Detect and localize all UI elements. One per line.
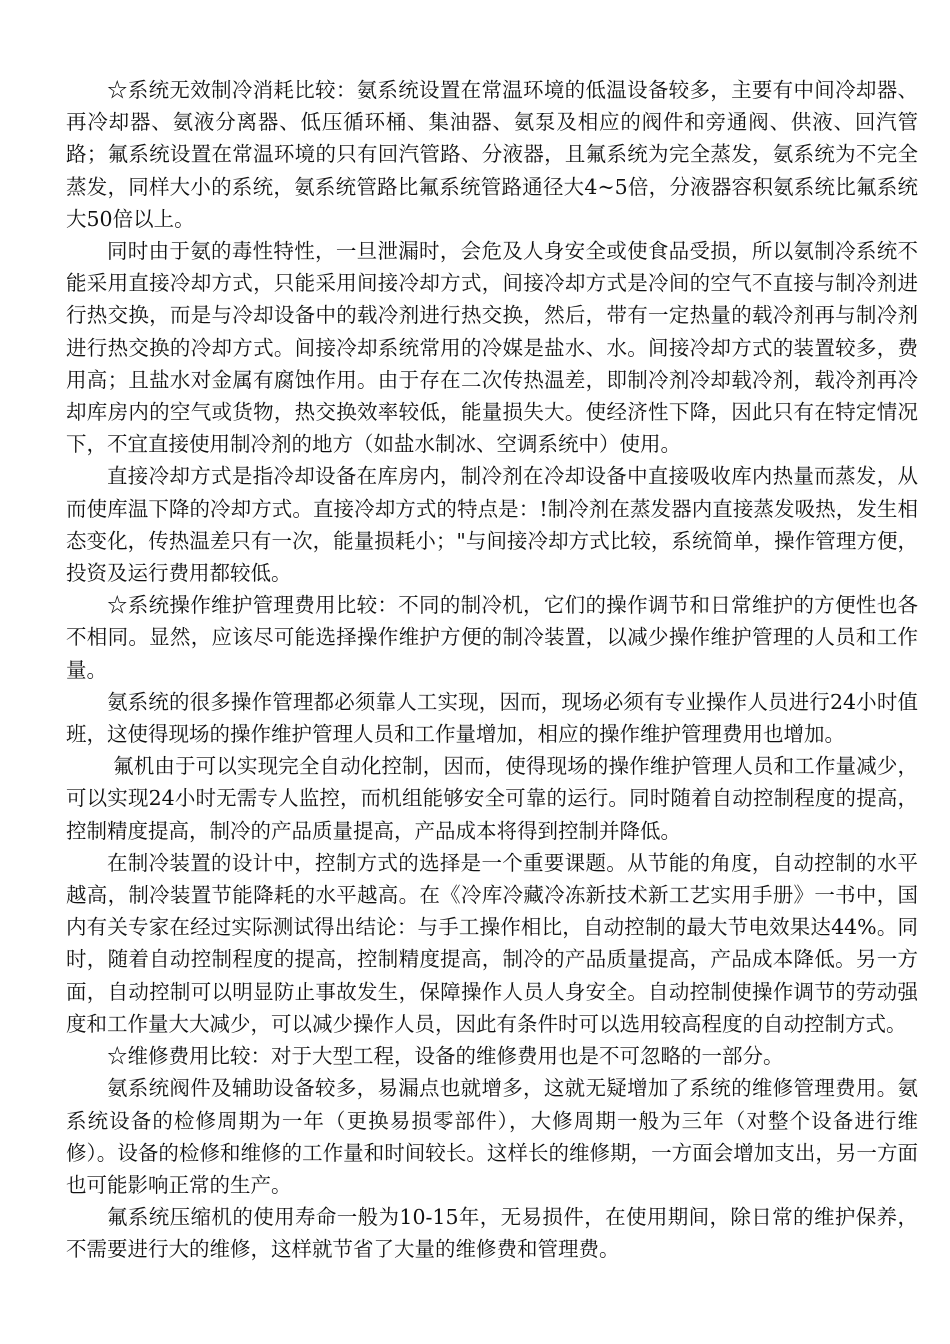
paragraph-operation-cost: ☆系统操作维护管理费用比较：不同的制冷机，它们的操作调节和日常维护的方便性也各不相同。显然，应该尽可能选择操作维护方便的制冷装置，以减少操作维护管理的人员和工作量。 xyxy=(66,593,918,682)
paragraph-freon-lifespan: 氟系统压缩机的使用寿命一般为10-15年，无易损件，在使用期间，除日常的维护保养，不需要进行大的维修，这样就节省了大量的维修费和管理费。 xyxy=(66,1205,918,1262)
paragraph-ineffective-cooling: ☆系统无效制冷消耗比较：氨系统设置在常温环境的低温设备较多，主要有中间冷却器、再冷却器、氨液分离器、低压循环桶、集油器、氨泵及相应的阀件和旁通阀、供液、回汽管路；氟系统设置在常温环境的只有回汽管路、分液器，且氟系统为完全蒸发，氨系统为不完全蒸发，同样大小的系统，氨系统管路比氟系统管路通径大4~5倍，分液器容积氨系统比氟系统大50倍以上。 xyxy=(66,78,918,231)
paragraph-control-method: 在制冷装置的设计中，控制方式的选择是一个重要课题。从节能的角度，自动控制的水平越高，制冷装置节能降耗的水平越高。在《冷库冷藏冷冻新技术新工艺实用手册》一书中，国内有关专家在经过实际测试得出结论：与手工操作相比，自动控制的最大节电效果达44%。同时，随着自动控制程度的提高，控制精度提高，制冷的产品质量提高，产品成本降低。另一方面，自动控制可以明显防止事故发生，保障操作人员人身安全。自动控制使操作调节的劳动强度和工作量大大减少，可以减少操作人员，因此有条件时可以选用较高程度的自动控制方式。 xyxy=(66,850,918,1036)
paragraph-ammonia-maintenance: 氨系统阀件及辅助设备较多，易漏点也就增多，这就无疑增加了系统的维修管理费用。氨系统设备的检修周期为一年（更换易损零部件），大修周期一般为三年（对整个设备进行维修）。设备的检修和维修的工作量和时间较长。这样长的维修期，一方面会增加支出，另一方面也可能影响正常的生产。 xyxy=(66,1076,918,1197)
paragraph-direct-cooling: 直接冷却方式是指冷却设备在库房内，制冷剂在冷却设备中直接吸收库内热量而蒸发，从而使库温下降的冷却方式。直接冷却方式的特点是：!制冷剂在蒸发器内直接蒸发吸热，发生相态变化，传热温差只有一次，能量损耗小；"与间接冷却方式比较，系统简单，操作管理方便，投资及运行费用都较低。 xyxy=(66,464,918,586)
paragraph-maintenance-cost: ☆维修费用比较：对于大型工程，设备的维修费用也是不可忽略的一部分。 xyxy=(107,1044,784,1069)
paragraph-ammonia-operation: 氨系统的很多操作管理都必须靠人工实现，因而，现场必须有专业操作人员进行24小时值班，这使得现场的操作维护管理人员和工作量增加，相应的操作维护管理费用也增加。 xyxy=(66,689,918,747)
paragraph-ammonia-toxicity: 同时由于氨的毒性特性，一旦泄漏时，会危及人身安全或使食品受损，所以氨制冷系统不能采用直接冷却方式，只能采用间接冷却方式，间接冷却方式是冷间的空气不直接与制冷剂进行热交换，而是与冷却设备中的载冷剂进行热交换，然后，带有一定热量的载冷剂再与制冷剂进行热交换的冷却方式。间接冷却系统常用的冷媒是盐水、水。间接冷却方式的装置较多，费用高；且盐水对金属有腐蚀作用。由于存在二次传热温差，即制冷剂冷却载冷剂，载冷剂再冷却库房内的空气或货物，热交换效率较低，能量损失大。使经济性下降，因此只有在特定情况下，不宜直接使用制冷剂的地方（如盐水制冰、空调系统中）使用。 xyxy=(66,239,918,457)
paragraph-freon-automation: 氟机由于可以实现完全自动化控制，因而，使得现场的操作维护管理人员和工作量减少，可以实现24小时无需专人监控，而机组能够安全可靠的运行。同时随着自动控制程度的提高，控制精度提高，制冷的产品质量提高，产品成本将得到控制并降低。 xyxy=(66,754,918,843)
document-body xyxy=(66,74,918,1266)
